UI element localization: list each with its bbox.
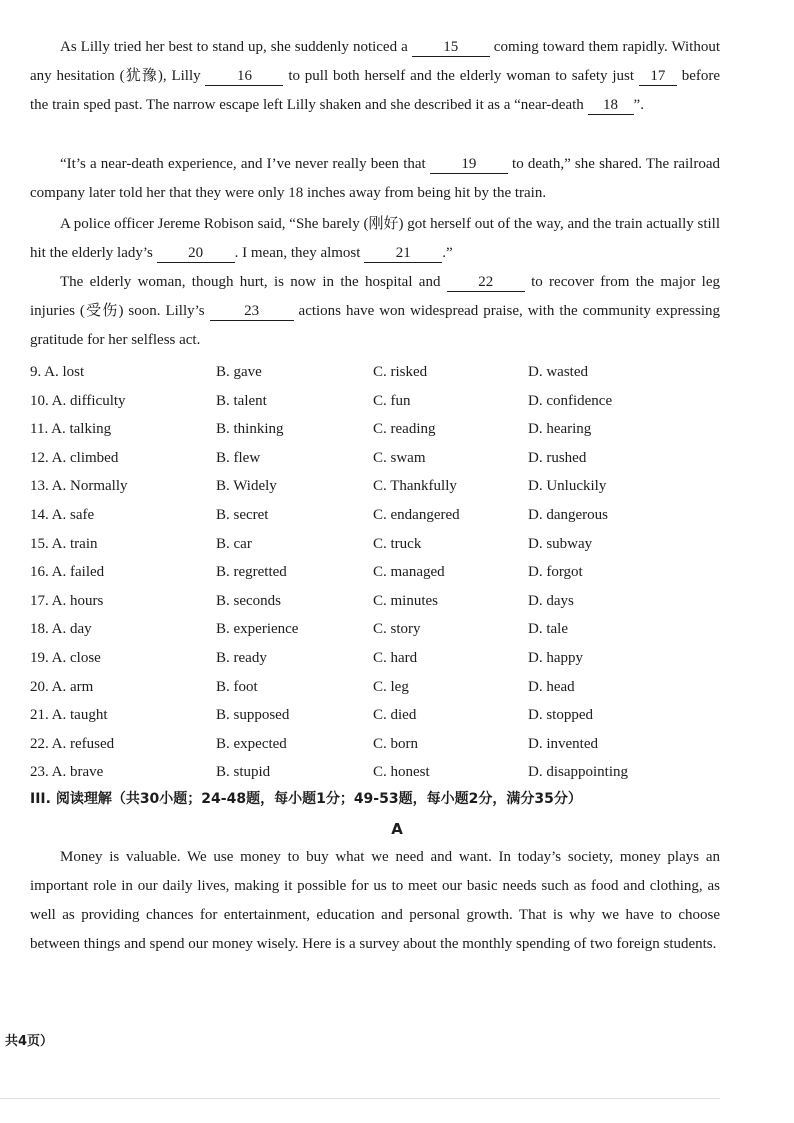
- text: to pull both herself and the elderly woman to safety just: [288, 68, 635, 84]
- option-c: C. fun: [373, 392, 411, 409]
- option-d: D. invented: [528, 735, 598, 752]
- option-c: C. Thankfully: [373, 478, 457, 495]
- option-c: C. endangered: [373, 506, 460, 523]
- option-a: 21. A. taught: [30, 707, 108, 724]
- option-b: B. expected: [216, 735, 287, 752]
- option-b: B. ready: [216, 649, 267, 666]
- option-c: C. born: [373, 735, 418, 752]
- option-c: C. managed: [373, 564, 445, 581]
- option-a: 11. A. talking: [30, 421, 112, 438]
- option-b: B. experience: [216, 621, 299, 638]
- option-row: [30, 501, 730, 530]
- option-d: D. disappointing: [528, 764, 628, 781]
- option-row: [30, 558, 730, 587]
- option-a: 17. A. hours: [30, 592, 104, 609]
- option-c: C. risked: [373, 364, 428, 380]
- option-row: [30, 730, 730, 759]
- option-c: C. swam: [373, 449, 426, 466]
- page-footer: 共4页）: [5, 1034, 54, 1049]
- part-letter: A: [391, 820, 403, 838]
- option-d: D. dangerous: [528, 506, 608, 523]
- option-a: 22. A. refused: [30, 735, 115, 752]
- text: “It’s a near-death experience, and I’ve never really been that: [60, 156, 426, 172]
- blank-22: 22: [447, 273, 525, 292]
- option-d: D. rushed: [528, 449, 587, 466]
- option-d: D. tale: [528, 621, 568, 638]
- option-a: 14. A. safe: [30, 506, 95, 523]
- option-b: B. thinking: [216, 421, 284, 438]
- options-list: [30, 358, 730, 787]
- option-b: B. secret: [216, 506, 269, 523]
- option-row: [30, 615, 730, 644]
- text: to death,” she shared. The railroad company later told her that they were only 18 inches away from being hit by the train.: [30, 156, 720, 201]
- option-d: D. Unluckily: [528, 478, 607, 495]
- option-c: C. minutes: [373, 592, 439, 609]
- text: As Lilly tried her best to stand up, she suddenly noticed a: [60, 39, 408, 55]
- option-b: B. Widely: [216, 478, 277, 495]
- option-d: D. happy: [528, 649, 583, 666]
- option-c: C. died: [373, 707, 417, 724]
- blank-16: 16: [205, 67, 283, 86]
- option-a: 15. A. train: [30, 535, 98, 552]
- option-row: [30, 758, 730, 787]
- option-b: B. regretted: [216, 564, 287, 581]
- passage-paragraph-1: [30, 33, 720, 120]
- text: before the train sped past. The narrow escape left Lilly shaken and she described it as a “near-death: [30, 68, 721, 113]
- passage-paragraph-2: [30, 150, 720, 208]
- text: to recover from the major leg injuries (受伤) soon. Lilly’s: [30, 274, 721, 319]
- text: . I mean, they almost: [234, 245, 361, 261]
- blank-20: 20: [157, 244, 235, 263]
- option-a: 13. A. Normally: [30, 478, 128, 495]
- option-b: B. car: [216, 535, 252, 552]
- section-heading: III. 阅读理解（共30小题；24-48题，每小题1分；49-53题，每小题2分，满分35分）: [30, 791, 582, 807]
- option-b: B. supposed: [216, 707, 290, 724]
- option-c: C. reading: [373, 421, 436, 438]
- option-d: D. confidence: [528, 392, 613, 409]
- option-a: 18. A. day: [30, 621, 92, 638]
- text: A police officer Jereme Robison said, “She barely (刚好) got herself out of the way, and the train actually still hit the elderly lady’s: [30, 216, 720, 261]
- option-row: [30, 530, 730, 559]
- blank-23: 23: [210, 302, 294, 321]
- text: The elderly woman, though hurt, is now in the hospital and: [60, 274, 441, 290]
- option-b: B. talent: [216, 392, 267, 409]
- blank-17: 17: [639, 67, 677, 86]
- option-row: [30, 673, 730, 702]
- option-d: D. hearing: [528, 421, 592, 438]
- option-b: B. foot: [216, 678, 258, 695]
- option-b: B. gave: [216, 364, 262, 380]
- option-row: [30, 358, 730, 387]
- option-a: 23. A. brave: [30, 764, 104, 781]
- option-row: [30, 472, 730, 501]
- option-a: 12. A. climbed: [30, 449, 119, 466]
- option-row: [30, 701, 730, 730]
- option-a: 10. A. difficulty: [30, 392, 126, 409]
- option-a: 16. A. failed: [30, 564, 105, 581]
- option-row: [30, 587, 730, 616]
- blank-15: 15: [412, 38, 490, 57]
- reading-passage-a: Money is valuable. We use money to buy what we need and want. In today’s society, money plays an important role in our daily lives, making it possible for us to meet our basic needs such as food and clothing, as well as providing chances for entertainment, education and personal growth. That is why we have to choose between things and spend our money wisely. Here is a survey about the monthly spending of two foreign students.: [30, 849, 720, 952]
- passage-paragraph-4: [30, 268, 720, 355]
- option-c: C. leg: [373, 678, 409, 695]
- text: coming toward them rapidly. Without any hesitation (犹豫), Lilly: [30, 39, 721, 84]
- option-c: C. honest: [373, 764, 430, 781]
- option-d: D. forgot: [528, 564, 583, 581]
- option-b: B. stupid: [216, 764, 271, 781]
- option-row: [30, 644, 730, 673]
- option-row: [30, 387, 730, 416]
- option-d: D. days: [528, 592, 574, 609]
- option-a: 19. A. close: [30, 649, 101, 666]
- text: .”: [442, 245, 453, 261]
- option-c: C. truck: [373, 535, 422, 552]
- option-d: D. head: [528, 678, 575, 695]
- option-c: C. hard: [373, 649, 418, 666]
- option-d: D. wasted: [528, 364, 588, 380]
- text: actions have won widespread praise, with the community expressing gratitude for her selfless act.: [30, 303, 721, 348]
- option-c: C. story: [373, 621, 421, 638]
- option-a: 9. A. lost: [30, 364, 85, 380]
- text: ”.: [633, 97, 644, 113]
- option-d: D. subway: [528, 535, 593, 552]
- option-row: [30, 415, 730, 444]
- divider: [0, 1098, 720, 1099]
- option-a: 20. A. arm: [30, 678, 94, 695]
- option-row: [30, 444, 730, 473]
- blank-19: 19: [430, 155, 508, 174]
- blank-18: 18: [588, 96, 634, 115]
- option-b: B. seconds: [216, 592, 281, 609]
- blank-21: 21: [364, 244, 442, 263]
- passage-paragraph-3: [30, 210, 720, 268]
- option-b: B. flew: [216, 449, 261, 466]
- option-d: D. stopped: [528, 707, 593, 724]
